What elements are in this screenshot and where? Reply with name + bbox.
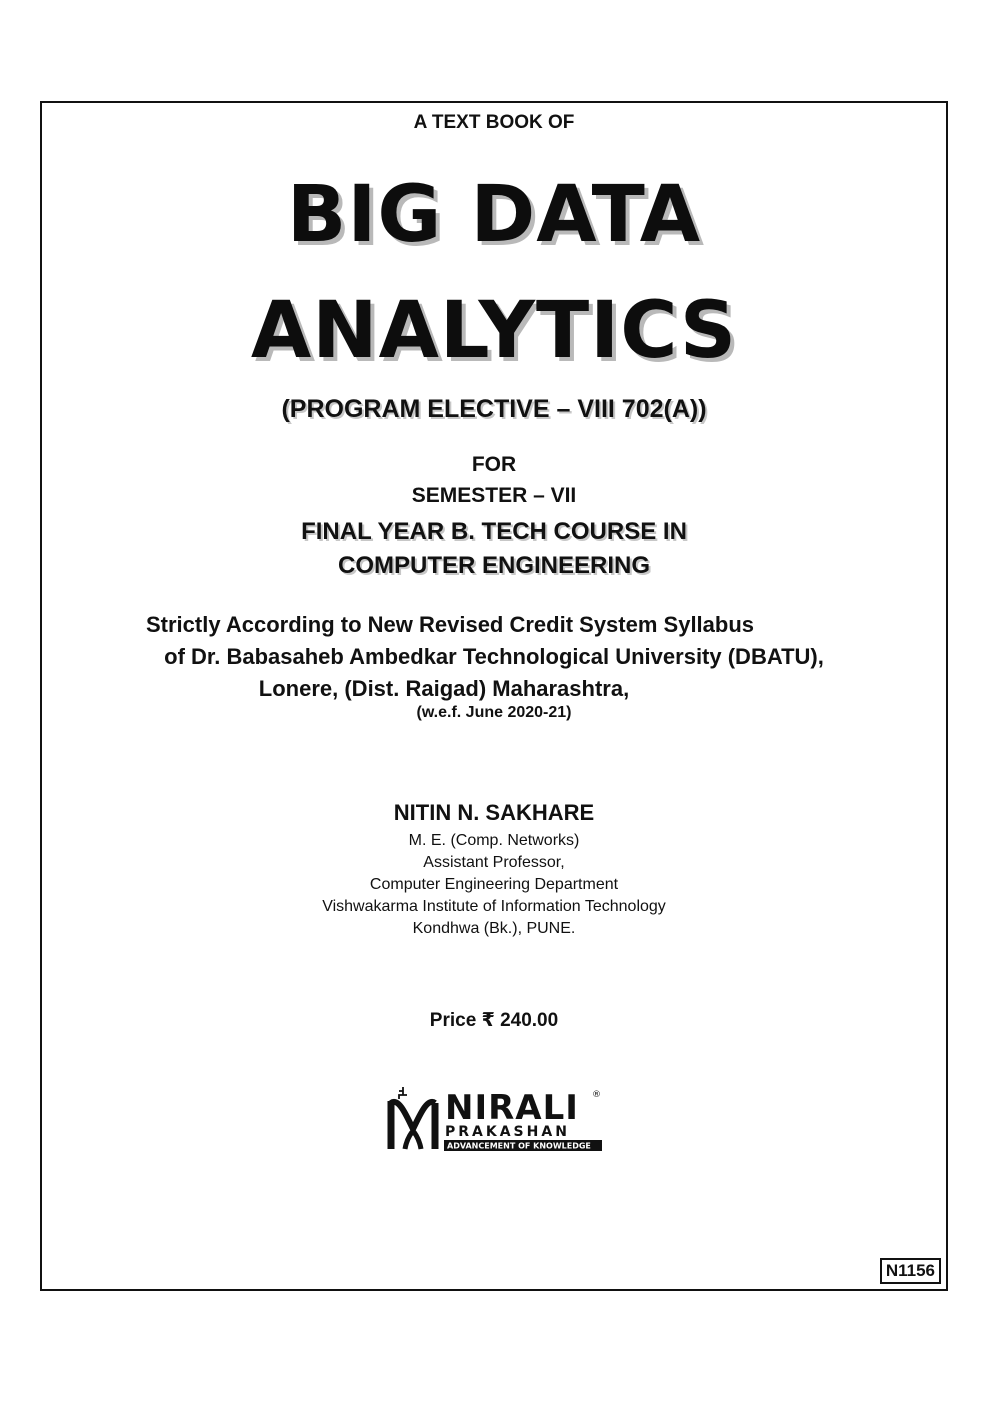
for-label: FOR	[471, 453, 517, 476]
publisher-emblem-icon	[391, 1087, 435, 1149]
publisher-name: NIRALI	[445, 1088, 579, 1128]
author-name: NITIN N. SAKHARE	[393, 800, 595, 825]
publisher-tagline: ADVANCEMENT OF KNOWLEDGE	[447, 1141, 591, 1151]
page-frame	[40, 101, 948, 1291]
rupee-icon: ₹	[481, 1010, 495, 1031]
pre-title: A TEXT BOOK OF	[413, 112, 575, 133]
syllabus-line-1: Strictly According to New Revised Credit System Syllabus	[145, 612, 755, 637]
semester: SEMESTER – VII	[411, 484, 577, 507]
course	[42, 515, 946, 583]
publisher-registered-mark: ®	[592, 1090, 601, 1100]
credential-line: Vishwakarma Institute of Information Technology	[322, 898, 666, 915]
book-title-line-1: BIG DATA	[286, 170, 702, 260]
price-amount: 240.00	[500, 1010, 559, 1031]
price	[42, 1009, 946, 1032]
syllabus-statement	[42, 609, 946, 705]
publisher-logo	[385, 1087, 605, 1153]
price-label: Price	[429, 1010, 477, 1031]
credential-line: Computer Engineering Department	[369, 876, 619, 893]
course-line-2: COMPUTER ENGINEERING	[337, 552, 651, 579]
book-title-line-2: ANALYTICS	[250, 286, 738, 376]
syllabus-line-2: of Dr. Babasaheb Ambedkar Technological University (DBATU),	[164, 644, 824, 669]
book-code: N1156	[880, 1258, 941, 1284]
course-line-1: FINAL YEAR B. TECH COURSE IN	[301, 518, 687, 545]
credential-line: M. E. (Comp. Networks)	[408, 832, 580, 849]
syllabus-line-3: Lonere, (Dist. Raigad) Maharashtra,	[258, 676, 630, 701]
publisher-sub: PRAKASHAN	[445, 1124, 570, 1140]
credential-line: Kondhwa (Bk.), PUNE.	[412, 920, 576, 937]
program-elective: (PROGRAM ELECTIVE – VIII 702(A))	[281, 395, 707, 423]
author-credentials	[42, 830, 946, 940]
credential-line: Assistant Professor,	[423, 854, 565, 871]
effective-date: (w.e.f. June 2020-21)	[416, 704, 572, 721]
